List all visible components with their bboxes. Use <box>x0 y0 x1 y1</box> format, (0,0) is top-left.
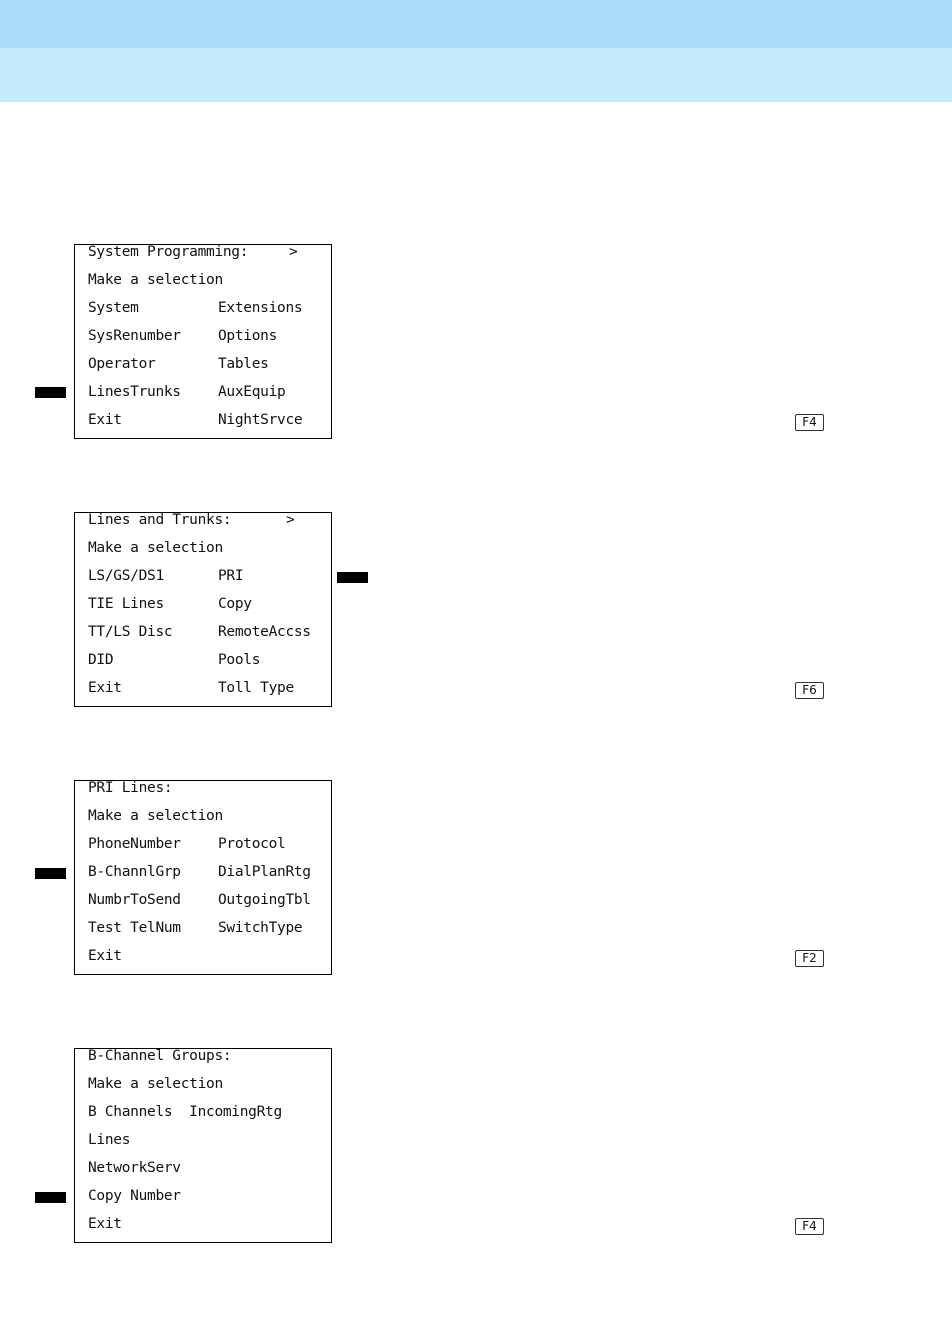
function-key-f4[interactable]: F4 <box>795 1218 824 1235</box>
screen-prompt: Make a selection <box>88 808 223 824</box>
next-page-arrow[interactable]: > <box>289 244 298 260</box>
menu-option-did[interactable]: DID <box>88 652 114 668</box>
screen-title: B-Channel Groups: <box>88 1048 232 1064</box>
display-screen-pri-lines <box>74 780 332 975</box>
menu-option-options[interactable]: Options <box>218 328 278 344</box>
screen-prompt: Make a selection <box>88 272 223 288</box>
menu-option-exit[interactable]: Exit <box>88 680 122 696</box>
menu-option-networkserv[interactable]: NetworkServ <box>88 1160 181 1176</box>
screen-prompt: Make a selection <box>88 1076 223 1092</box>
menu-option-auxequip[interactable]: AuxEquip <box>218 384 286 400</box>
menu-option-tie-lines[interactable]: TIE Lines <box>88 596 164 612</box>
selection-marker-linestrunks <box>35 387 66 398</box>
menu-option-pri[interactable]: PRI <box>218 568 244 584</box>
function-key-f6[interactable]: F6 <box>795 682 824 699</box>
function-key-f2[interactable]: F2 <box>795 950 824 967</box>
menu-option-numbrtosend[interactable]: NumbrToSend <box>88 892 181 908</box>
screen-prompt: Make a selection <box>88 540 223 556</box>
menu-option-exit[interactable]: Exit <box>88 948 122 964</box>
menu-option-toll-type[interactable]: Toll Type <box>218 680 294 696</box>
menu-option-remoteaccss[interactable]: RemoteAccss <box>218 624 311 640</box>
display-screen-lines-and-trunks <box>74 512 332 707</box>
menu-option-tables[interactable]: Tables <box>218 356 269 372</box>
screen-title: System Programming: <box>88 244 249 260</box>
menu-option-switchtype[interactable]: SwitchType <box>218 920 303 936</box>
header-band-bottom <box>0 48 952 102</box>
menu-option-dialplanrtg[interactable]: DialPlanRtg <box>218 864 311 880</box>
menu-option-pools[interactable]: Pools <box>218 652 261 668</box>
menu-option-exit[interactable]: Exit <box>88 1216 122 1232</box>
menu-option-protocol[interactable]: Protocol <box>218 836 286 852</box>
display-screen-b-channel-groups <box>74 1048 332 1243</box>
menu-option-tt-ls-disc[interactable]: TT/LS Disc <box>88 624 173 640</box>
menu-option-ls-gs-ds1[interactable]: LS/GS/DS1 <box>88 568 164 584</box>
menu-option-copy-number[interactable]: Copy Number <box>88 1188 181 1204</box>
menu-option-b-channels-incomingrtg[interactable]: B Channels IncomingRtg <box>88 1104 282 1120</box>
menu-option-linestrunks[interactable]: LinesTrunks <box>88 384 181 400</box>
function-key-f4[interactable]: F4 <box>795 414 824 431</box>
menu-option-system[interactable]: System <box>88 300 139 316</box>
menu-option-nightsrvce[interactable]: NightSrvce <box>218 412 303 428</box>
screen-title: PRI Lines: <box>88 780 173 796</box>
menu-option-phonenumber[interactable]: PhoneNumber <box>88 836 181 852</box>
menu-option-operator[interactable]: Operator <box>88 356 156 372</box>
menu-option-b-channlgrp[interactable]: B-ChannlGrp <box>88 864 181 880</box>
next-page-arrow[interactable]: > <box>286 512 295 528</box>
menu-option-test-telnum[interactable]: Test TelNum <box>88 920 181 936</box>
selection-marker-copy-number <box>35 1192 66 1203</box>
selection-marker-pri <box>337 572 368 583</box>
menu-option-sysrenumber[interactable]: SysRenumber <box>88 328 181 344</box>
header-band-top <box>0 0 952 48</box>
menu-option-extensions[interactable]: Extensions <box>218 300 303 316</box>
display-screen-system-programming <box>74 244 332 439</box>
menu-option-outgoingtbl[interactable]: OutgoingTbl <box>218 892 311 908</box>
screen-title: Lines and Trunks: <box>88 512 232 528</box>
menu-option-copy[interactable]: Copy <box>218 596 252 612</box>
selection-marker-b-channlgrp <box>35 868 66 879</box>
menu-option-lines[interactable]: Lines <box>88 1132 131 1148</box>
menu-option-exit[interactable]: Exit <box>88 412 122 428</box>
